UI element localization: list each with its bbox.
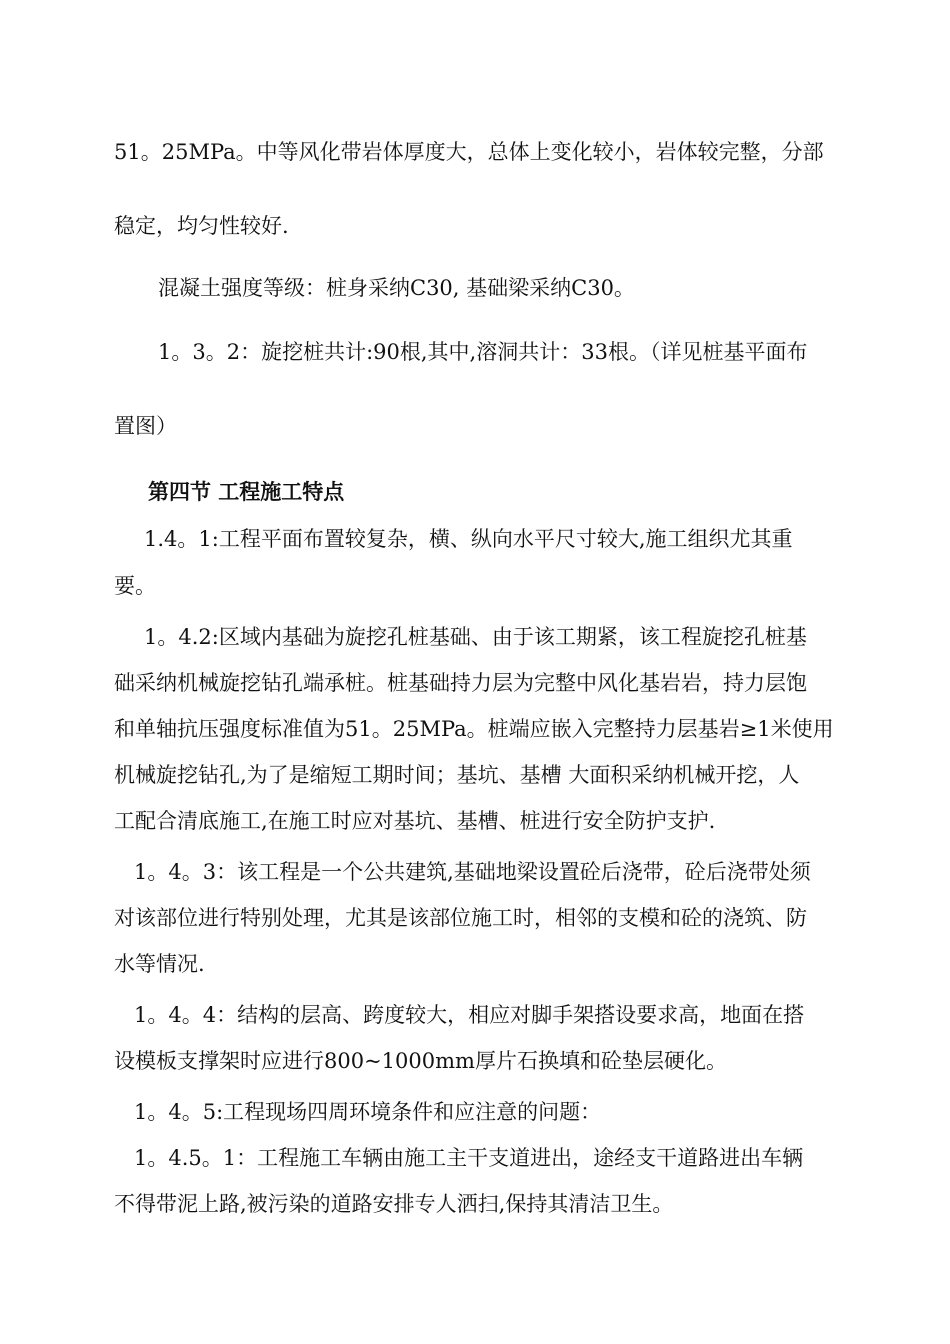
paragraph-line: 1。4。5:工程现场四周环境条件和应注意的问题： — [134, 1100, 602, 1124]
paragraph-line: 机械旋挖钻孔,为了是缩短工期时间；基坑、基槽 大面积采纳机械开挖，人 — [114, 763, 800, 787]
paragraph-line: 1。4.5。1：工程施工车辆由施工主干支道进出，途经支干道路进出车辆 — [134, 1146, 804, 1170]
section-heading: 第四节 工程施工特点 — [148, 480, 345, 504]
paragraph-line: 1。4.2:区域内基础为旋挖孔桩基础、由于该工期紧，该工程旋挖孔桩基 — [144, 625, 807, 649]
paragraph-line: 1。3。2：旋挖桩共计:90根,其中,溶洞共计：33根。（详见桩基平面布 — [158, 340, 808, 364]
paragraph-line: 对该部位进行特别处理，尤其是该部位施工时，相邻的支模和砼的浇筑、防 — [114, 906, 807, 930]
paragraph-line: 和单轴抗压强度标准值为51。25MPa。桩端应嵌入完整持力层基岩≥1米使用 — [114, 717, 834, 741]
paragraph-line: 设模板支撑架时应进行800~1000mm厚片石换填和砼垫层硬化。 — [114, 1049, 727, 1073]
paragraph-line: 1.4。1:工程平面布置较复杂，横、纵向水平尺寸较大,施工组织尤其重 — [144, 527, 793, 551]
paragraph-line: 1。4。3：该工程是一个公共建筑,基础地梁设置砼后浇带，砼后浇带处须 — [134, 860, 811, 884]
paragraph-line: 不得带泥上路,被污染的道路安排专人洒扫,保持其清洁卫生。 — [114, 1192, 674, 1216]
paragraph-line: 础采纳机械旋挖钻孔端承桩。桩基础持力层为完整中风化基岩岩，持力层饱 — [114, 671, 807, 695]
paragraph-line: 置图） — [114, 414, 177, 438]
paragraph-line: 混凝土强度等级：桩身采纳C30, 基础梁采纳C30。 — [158, 276, 635, 300]
paragraph-line: 1。4。4：结构的层高、跨度较大，相应对脚手架搭设要求高，地面在搭 — [134, 1003, 805, 1027]
paragraph-line: 51。25MPa。中等风化带岩体厚度大，总体上变化较小，岩体较完整，分部 — [114, 140, 824, 164]
paragraph-line: 要。 — [114, 574, 156, 598]
paragraph-line: 水等情况. — [114, 952, 205, 976]
paragraph-line: 稳定，均匀性较好. — [114, 214, 289, 238]
paragraph-line: 工配合清底施工,在施工时应对基坑、基槽、桩进行安全防护支护. — [114, 809, 716, 833]
